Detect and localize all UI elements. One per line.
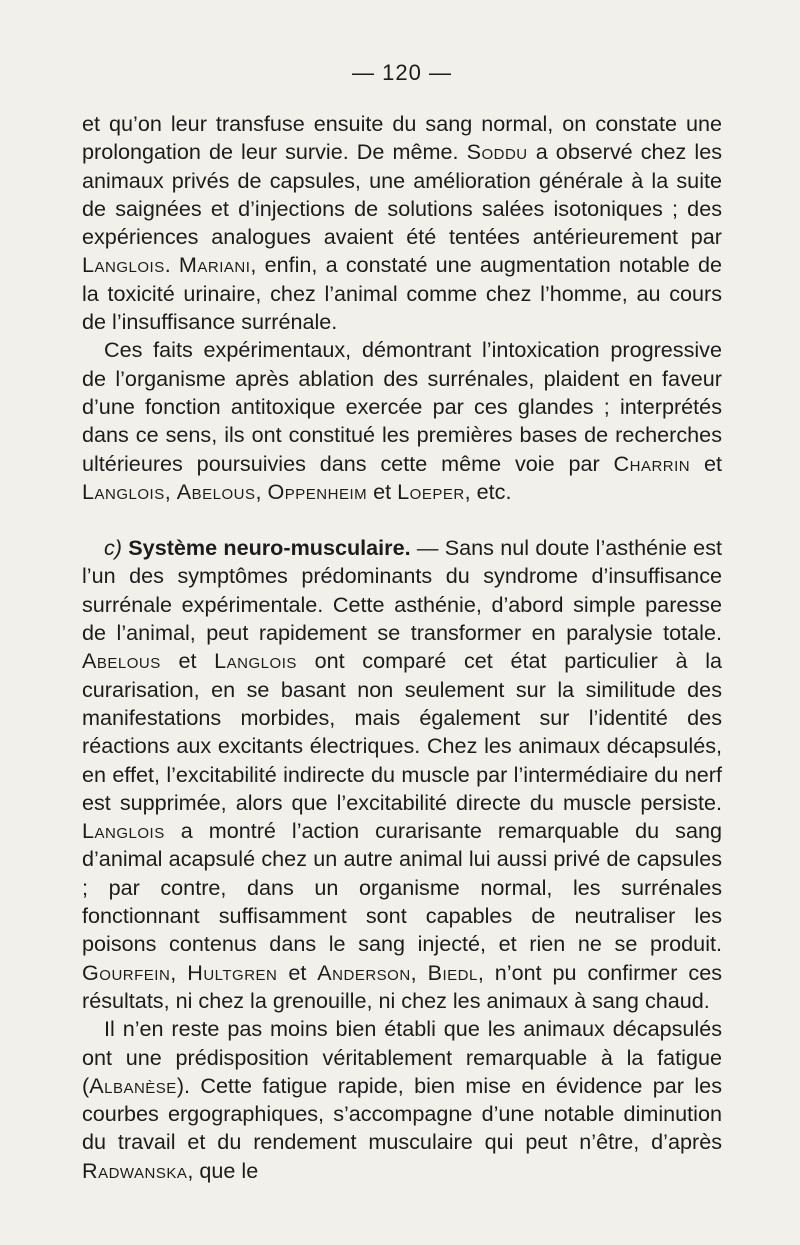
- author-name: Radwanska: [82, 1157, 188, 1183]
- text-run: — Sans nul doute l’asthénie est l’un des symptômes prédominants du syndrome d’insuffisance surrénale expérimentale. Cette asthénie, d’abord simple paresse de l’animal, peut rapidement se transformer en paralysie totale.: [82, 535, 722, 646]
- paragraph: [82, 336, 722, 506]
- author-name: Langlois: [214, 648, 297, 674]
- text-run: ,: [170, 959, 188, 985]
- section-heading: Système neuro-musculaire.: [128, 535, 411, 561]
- text-run: Il n’en reste pas moins bien établi que les animaux décapsulés ont une prédisposition véritablement remarquable à la fatigue (: [82, 1016, 722, 1098]
- author-name: Anderson: [317, 959, 411, 985]
- text-run: et: [277, 959, 318, 985]
- text-run: et: [160, 648, 215, 674]
- page-number: — 120 —: [352, 60, 452, 85]
- text-run: ). Cette fatigue rapide, bien mise en évidence par les courbes ergographiques, s’accompagne d’une notable diminution du travail et du rendement musculaire qui peut n’être, d’après: [82, 1072, 722, 1155]
- author-name: Gourfein: [82, 959, 171, 985]
- text-run: , que le: [187, 1157, 259, 1183]
- author-name: Biedl: [427, 959, 478, 985]
- author-name: Abelous: [176, 478, 256, 504]
- paragraph: [82, 1015, 722, 1185]
- text-run: et qu’on leur transfuse ensuite du sang normal, on constate une prolongation de leur survie. De même.: [82, 111, 722, 165]
- text-run: , n’ont pu confirmer ces résultats, ni chez la grenouille, ni chez les animaux à sang chaud.: [82, 959, 723, 1013]
- text-run: .: [164, 252, 179, 278]
- author-name: Albanèse: [89, 1072, 177, 1098]
- author-name: Charrin: [613, 450, 691, 476]
- author-name: Langlois: [82, 252, 165, 278]
- author-name: Mariani: [178, 252, 251, 278]
- author-name: Langlois: [82, 818, 165, 844]
- text-run: , etc.: [464, 478, 512, 504]
- section-paragraph: [82, 534, 722, 1015]
- text-run: a montré l’action curarisante remarquable du sang d’animal acapsulé chez un autre animal lui aussi privé de capsules ; par contre, dans un organisme normal, les surrénales fonctionnant suffisamment sont capables de neutraliser les poisons contenus dans le sang injecté, et rien ne se produit.: [82, 818, 722, 957]
- text-run: a observé chez les animaux privés de capsules, une amélioration générale à la suite de saignées et d’injections de solutions salées isotoniques ; des expériences analogues avaient été tentées antérieurement par: [82, 139, 722, 250]
- text-run: et: [690, 450, 722, 476]
- text-run: et: [367, 478, 398, 504]
- text-run: ,: [164, 478, 177, 504]
- author-name: Abelous: [82, 648, 161, 674]
- author-name: Soddu: [466, 139, 528, 165]
- text-run: ont comparé cet état particulier à la curarisation, en se basant non seulement sur la similitude des manifestations morbides, mais également sur l’identité des réactions aux excitants électriques. Chez les animaux décapsulés, en effet, l’excitabilité indirecte du muscle par l’intermédiaire du nerf est supprimée, alors que l’excitabilité directe du muscle persiste.: [82, 648, 722, 815]
- text-run: ,: [255, 478, 268, 504]
- paragraph: [82, 110, 722, 336]
- text-run: ,: [410, 959, 428, 985]
- text-run: Ces faits expérimentaux, démontrant l’intoxication progressive de l’organisme après ablation des surrénales, plaident en faveur d’une fonction antitoxique exercée par ces glandes ; interprétés dans ce sens, ils ont constitué les premières bases de recherches ultérieures poursuivies dans cette même voie par: [82, 337, 722, 476]
- author-name: Hultgren: [187, 959, 278, 985]
- text-run: , enfin, a constaté une augmentation notable de la toxicité urinaire, chez l’animal comme chez l’homme, au cours de l’insuffisance surrénale.: [82, 252, 722, 335]
- section-letter: c): [104, 535, 122, 561]
- author-name: Oppenheim: [267, 478, 368, 504]
- author-name: Langlois: [82, 478, 165, 504]
- body-text: [82, 110, 722, 1185]
- author-name: Loeper: [397, 478, 465, 504]
